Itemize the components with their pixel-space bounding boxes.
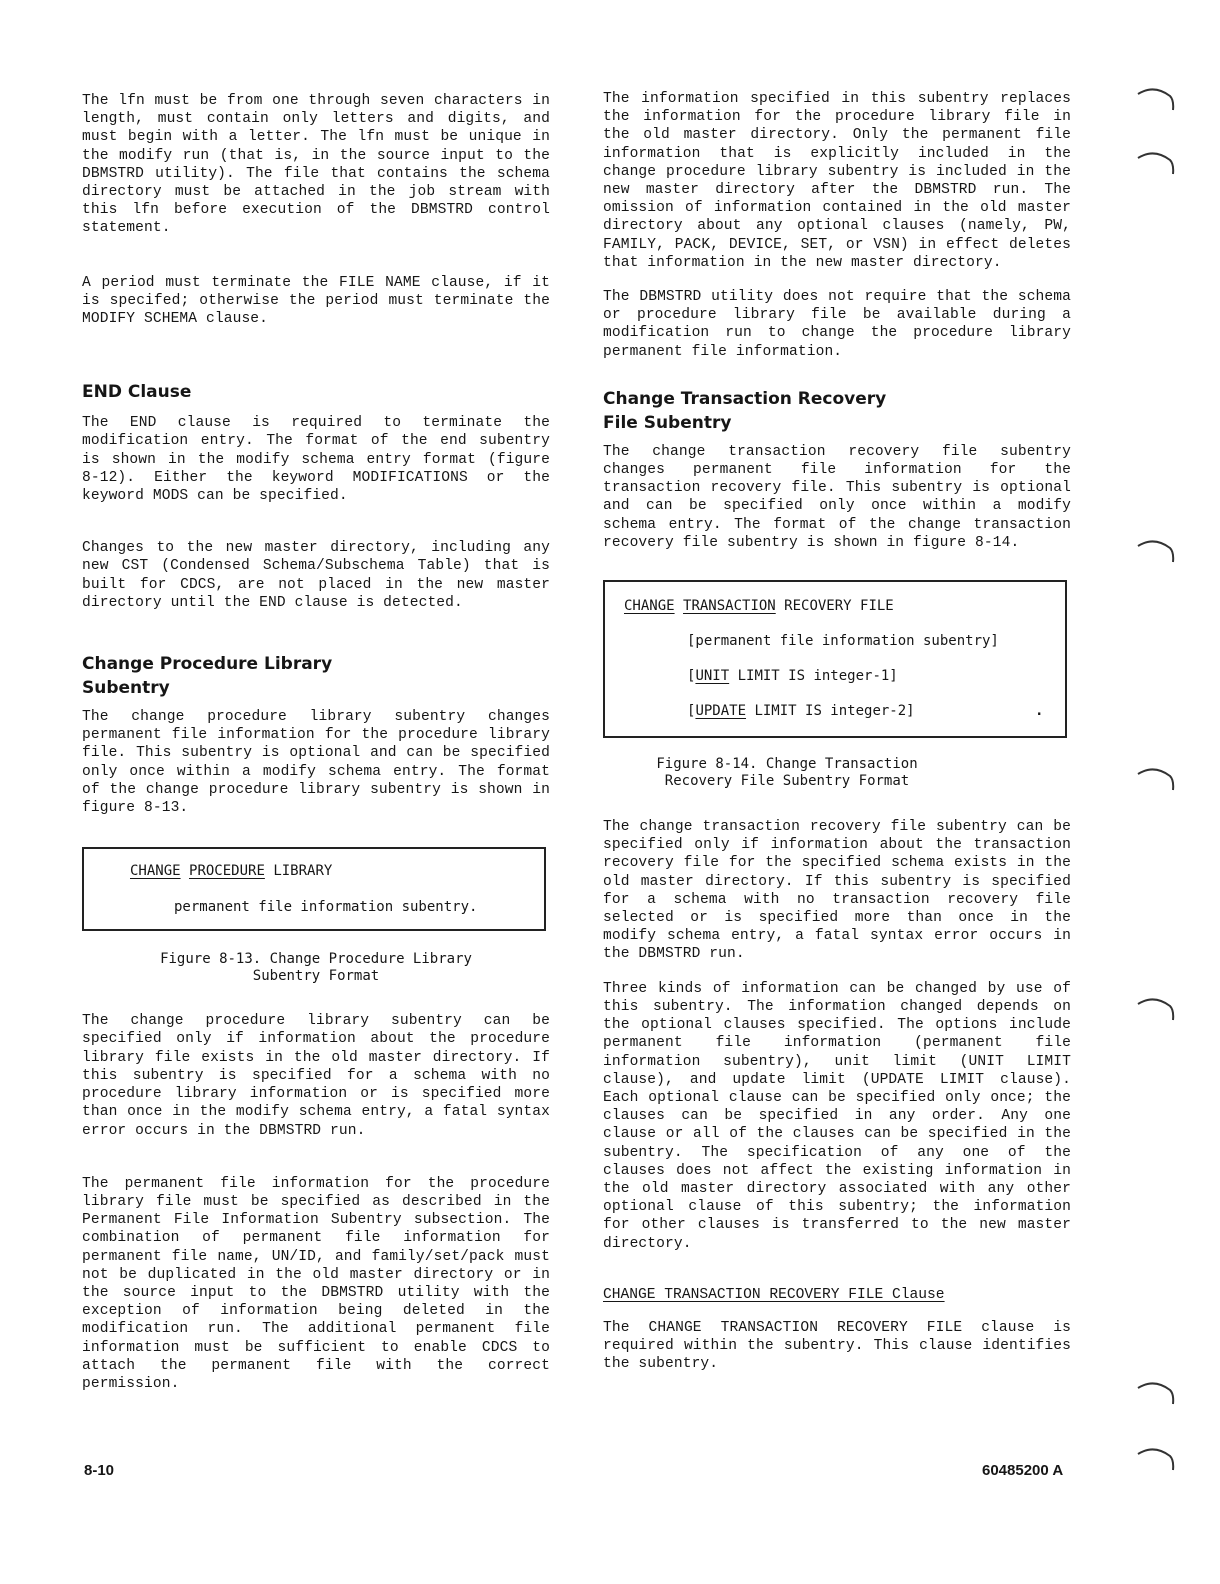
figure-8-14-line-1 (624, 598, 894, 614)
paragraph-ctr-1: The change transaction recovery file subentry changes permanent file information for the transaction recovery file. This subentry is optional and can be specified only once within a modify schema entry. The format of the change transaction recovery file subentry is shown in figure 8-14. (603, 443, 1071, 551)
ctr-clause-subheading: CHANGE TRANSACTION RECOVERY FILE Clause (603, 1286, 945, 1303)
keyword-change: CHANGE (624, 598, 675, 615)
change-transaction-recovery-heading (603, 387, 1071, 435)
right-column (603, 90, 1071, 1373)
paragraph-cpl-3: The permanent file information for the procedure library file must be specified as described in the Permanent File Information Subentry subsection. The combination of permanent file information for permanent file name, UN/ID, and family/set/pack must not be duplicated in the old master directory or in the source input to the DBMSTRD utility with the exception of information being deleted in the modification run. The additional permanent file information must be sufficient to enable CDCS to attach the permanent file with the correct permission. (82, 1175, 550, 1392)
unit-limit-rest: LIMIT IS integer-1] (729, 668, 898, 685)
binder-hole-mark-icon (1136, 996, 1176, 1026)
document-number: 60485200 A (982, 1462, 1064, 1479)
paragraph-ctr-2: The change transaction recovery file subentry can be specified only if information about the transaction recovery file for the specified schema exists in the old master directory. If this subentry is specified for a schema with no transaction recovery file selected or is specified more than once in the modify schema entry, a fatal syntax error occurs in the DBMSTRD run. (603, 819, 1071, 963)
figure-8-14-period: . (1035, 703, 1044, 720)
paragraph-cpl-1: The change procedure library subentry changes permanent file information for the procedure library file. This subentry is optional and can be specified only once within a modify schema entry. The format of the change procedure library subentry is shown in figure 8-13. (82, 709, 550, 817)
end-clause-heading: END Clause (82, 382, 192, 403)
caption-line-2: Recovery File Subentry Format (664, 773, 910, 790)
caption-line-2: Subentry Format (252, 968, 380, 985)
left-column (82, 92, 550, 1393)
caption-line-1: Figure 8-13. Change Procedure Library (160, 951, 472, 968)
paragraph-ctr-3: Three kinds of information can be changed by use of this subentry. The information changed depends on the optional clauses specified. The options include permanent file information (permanent file information subentry), unit limit (UNIT LIMIT clause), and update limit (UPDATE LIMIT clause). Each optional clause can be specified only once; the clauses can be specified in any order. Any one clause or all of the clauses can be specified in the subentry. The specification of any one of the clauses does not affect the existing information in the old master directory associated with any other optional clause of this subentry; the information for other clauses is transferred to the new master directory. (603, 980, 1071, 1252)
bracket-open: [ (687, 668, 696, 685)
update-limit-rest: LIMIT IS integer-2] (746, 703, 915, 720)
binder-hole-mark-icon (1136, 150, 1176, 180)
paragraph-period: A period must terminate the FILE NAME clause, if it is specifed; otherwise the period must terminate the MODIFY SCHEMA clause. (82, 274, 550, 328)
paragraph-cpl-2: The change procedure library subentry can be specified only if information about the procedure library file exists in the old master directory. If this subentry is specified for a schema with no procedure library information or is specified more than once in the modify schema entry, a fatal syntax error occurs in the DBMSTRD run. (82, 1013, 550, 1139)
keyword-update: UPDATE (695, 703, 747, 720)
change-procedure-library-heading (82, 652, 550, 700)
figure-8-13-box (82, 847, 546, 931)
paragraph-lfn: The lfn must be from one through seven characters in length, must contain only letters and digits, and must begin with a letter. The lfn must be unique in the modify run (that is, in the source input to the DBMSTRD utility). The file that contains the schema directory must be attached in the job stream with this lfn before execution of the DBMSTRD control statement. (82, 93, 550, 237)
keyword-procedure: PROCEDURE (189, 863, 265, 880)
figure-8-14-line-4 (687, 703, 915, 719)
paragraph-end-1: The END clause is required to terminate the modification entry. The format of the end subentry is shown in the modify schema entry format (figure 8-12). Either the keyword MODIFICATIONS or the keyword MODS can be specified. (82, 415, 550, 505)
heading-line-1: Change Transaction Recovery (603, 388, 887, 409)
binder-hole-mark-icon (1136, 1380, 1176, 1410)
keyword-change: CHANGE (130, 863, 181, 880)
figure-8-14-caption (607, 756, 967, 790)
paragraph-replaces: The information specified in this subentry replaces the information for the procedure library file in the old master directory. Only the permanent file information that is explicitly included in the change procedure library subentry is included in the new master directory after the DBMSTRD run. The omission of information contained in the old master directory about any optional clauses (namely, PW, FAMILY, PACK, DEVICE, SET, or VSN) in effect deletes that information in the new master directory. (603, 91, 1071, 271)
figure-8-13-line-2: permanent file information subentry. (174, 899, 478, 916)
heading-line-1: Change Procedure Library (82, 654, 333, 675)
heading-line-2: Subentry (82, 678, 170, 699)
figure-8-14-line-3 (687, 668, 898, 684)
figure-8-13-line-1 (130, 863, 332, 879)
paragraph-dbmstrd-utility: The DBMSTRD utility does not require that the schema or procedure library file be available during a modification run to change the procedure library permanent file information. (603, 289, 1071, 360)
figure-8-14-line-2: [permanent file information subentry] (687, 633, 999, 650)
bracket-open: [ (687, 703, 696, 720)
binder-hole-mark-icon (1136, 1446, 1176, 1476)
paragraph-ctr-4: The CHANGE TRANSACTION RECOVERY FILE clause is required within the subentry. This clause identifies the subentry. (603, 1319, 1071, 1373)
binder-hole-mark-icon (1136, 86, 1176, 116)
binder-hole-mark-icon (1136, 766, 1176, 796)
figure-8-13-caption (82, 951, 550, 985)
figure-8-14-box (603, 580, 1067, 738)
paragraph-end-2: Changes to the new master directory, including any new CST (Condensed Schema/Subschema Table) that is built for CDCS, are not placed in the new master directory until the END clause is detected. (82, 540, 550, 611)
caption-line-1: Figure 8-14. Change Transaction (656, 756, 918, 773)
binder-hole-mark-icon (1136, 538, 1176, 568)
page-number: 8-10 (84, 1462, 115, 1479)
heading-line-2: File Subentry (603, 412, 732, 433)
keyword-unit: UNIT (695, 668, 730, 685)
keyword-library: LIBRARY (273, 863, 333, 880)
keyword-transaction: TRANSACTION (683, 598, 776, 615)
keyword-recovery-file: RECOVERY FILE (775, 598, 894, 615)
